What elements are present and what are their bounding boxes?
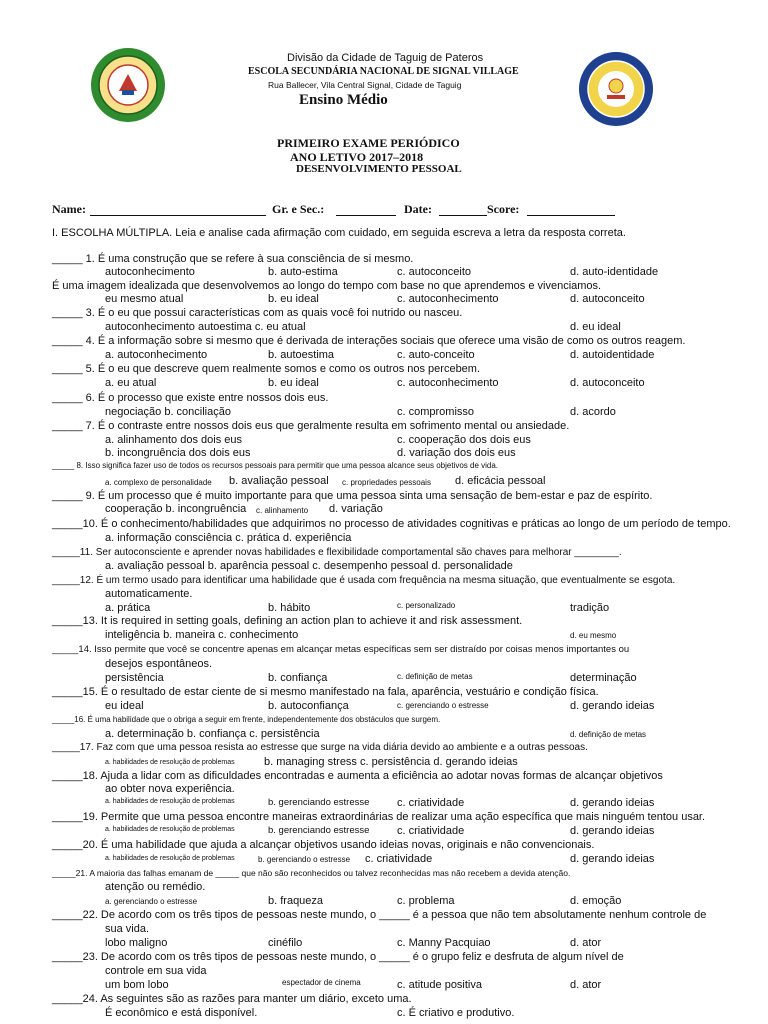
option: d. gerando ideias (570, 853, 655, 865)
option: a. determinação b. confiança c. persistência (105, 728, 320, 740)
option: b. eu ideal (268, 293, 319, 305)
grade-label: Gr. e Sec.: (272, 202, 325, 216)
option: d. variação (329, 503, 383, 515)
question-line: _____ 3. É o eu que possui características com as quais você foi nutrido ou nasceu. (52, 307, 463, 319)
option: c. definição de metas (397, 672, 473, 681)
option: c. compromisso (397, 406, 475, 418)
option: b. gerenciando estresse (268, 797, 370, 808)
question-line: _____22. De acordo com os três tipos de pessoas neste mundo, o _____ é a pessoa que não tem absolutamente nenhum controle de (52, 909, 707, 921)
question-line: automaticamente. (105, 588, 193, 600)
option: b. eu ideal (268, 377, 319, 389)
option: b. confiança (268, 672, 328, 684)
option: eu mesmo atual (105, 293, 184, 305)
option: b. gerenciando estresse (268, 825, 370, 836)
question-line: _____17. Faz com que uma pessoa resista ao estresse que surge na vida diária devido ao ambiente e a outras pessoas. (52, 742, 588, 753)
option: c. problema (397, 895, 455, 907)
option: d. eu ideal (570, 321, 621, 333)
option: b. fraqueza (268, 895, 324, 907)
option: a. alinhamento dos dois eus (105, 434, 242, 446)
option: a. eu atual (105, 377, 157, 389)
option: d. gerando ideias (570, 700, 655, 712)
question-line: ao obter nova experiência. (105, 783, 235, 795)
option: d. eu mesmo (570, 631, 617, 640)
question-line: É uma imagem idealizada que desenvolvemos ao longo do tempo com base no que aprendemos e vivenciamos. (52, 280, 602, 292)
option: a. complexo de personalidade (105, 478, 212, 487)
date-field[interactable] (439, 215, 487, 216)
question-line: _____12. É um termo usado para identificar uma habilidade que é usada com frequência na mesma situação, que eventualmente se esgota. (52, 575, 676, 586)
school-seal (89, 46, 167, 124)
option: d. definição de metas (570, 730, 647, 739)
option: d. emoção (570, 895, 622, 907)
option: um bom lobo (105, 979, 169, 991)
option: a. autoconhecimento (105, 349, 208, 361)
question-line: _____ 9. É um processo que é muito importante para que uma pessoa sinta uma sensação de bem-estar e paz de espírito. (52, 490, 653, 502)
option: b. managing stress c. persistência d. gerando ideias (264, 756, 518, 768)
option: c. autoconhecimento (397, 377, 499, 389)
option: c. personalizado (397, 601, 456, 610)
option: inteligência b. maneira c. conhecimento (105, 629, 299, 641)
option: b. auto-estima (268, 266, 338, 278)
question-line: _____15. É o resultado de estar ciente de si mesmo manifestado na fala, aparência, vestuário e condição física. (52, 686, 599, 698)
option: c. propriedades pessoais (342, 478, 431, 487)
option: espectador de cinema (282, 978, 361, 987)
option: c. atitude positiva (397, 979, 482, 991)
question-line: _____19. Permite que uma pessoa encontre maneiras extraordinárias de realizar uma ação específica que mais ninguém tentou usar. (52, 811, 706, 823)
question-line: _____ 8. Isso significa fazer uso de todos os recursos pessoais para permitir que uma pessoa alcance seus objetivos de vida. (52, 461, 499, 470)
option: autoconhecimento (105, 266, 195, 278)
option: lobo maligno (105, 937, 168, 949)
option: c. autoconhecimento (397, 293, 499, 305)
exam-title: PRIMEIRO EXAME PERIÓDICO (277, 136, 460, 150)
option: d. gerando ideias (570, 825, 655, 837)
option: d. eficácia pessoal (455, 475, 546, 487)
grade-field[interactable] (336, 215, 396, 216)
school-name: ESCOLA SECUNDÁRIA NACIONAL DE SIGNAL VILLAGE (248, 66, 519, 77)
option: d. autoconceito (570, 377, 645, 389)
option: eu ideal (105, 700, 144, 712)
question-line: desejos espontâneos. (105, 658, 213, 670)
option: tradição (570, 602, 610, 614)
option: d. auto-identidade (570, 266, 659, 278)
option: b. autoconfiança (268, 700, 349, 712)
option: a. habilidades de resolução de problemas (105, 855, 235, 862)
question-line: _____ 7. É o contraste entre nossos dois eus que geralmente resulta em sofrimento mental ou ansiedade. (52, 420, 570, 432)
question-line: _____16. É uma habilidade que o obriga a seguir em frente, independentemente dos obstáculos que surgem. (52, 715, 441, 724)
option: a. habilidades de resolução de problemas (105, 826, 235, 833)
question-line: _____ 4. É a informação sobre si mesmo que é derivada de interações sociais que oferece uma visão de como os outros reagem. (52, 335, 686, 347)
option: d. ator (570, 937, 602, 949)
option: d. ator (570, 979, 602, 991)
option: cinéfilo (268, 937, 303, 949)
option: determinação (570, 672, 637, 684)
question-line: controle em sua vida (105, 965, 207, 977)
option: cooperação b. incongruência (105, 503, 247, 515)
option: a. habilidades de resolução de problemas (105, 759, 235, 766)
instructions: I. ESCOLHA MÚLTIPLA. Leia e analise cada afirmação com cuidado, em seguida escreva a letra da resposta correta. (52, 227, 626, 239)
option: b. gerenciando o estresse (258, 855, 351, 864)
question-line: atenção ou remédio. (105, 881, 206, 893)
option: c. alinhamento (256, 506, 309, 515)
option: d. autoconceito (570, 293, 645, 305)
option: c. cooperação dos dois eus (397, 434, 531, 446)
question-line: sua vida. (105, 923, 150, 935)
school-address: Rua Ballecer, Vila Central Signal, Cidade de Taguig (268, 80, 462, 90)
question-line: _____18. Ajuda a lidar com as dificuldades encontradas e aumenta a eficiência ao adotar novas formas de alcançar objetivos (52, 770, 663, 782)
question-line: _____ 6. É o processo que existe entre nossos dois eus. (52, 392, 329, 404)
question-line: _____10. É o conhecimento/habilidades que adquirimos no processo de atividades cognitivas e práticas ao longo de um período de tempo. (52, 518, 731, 530)
score-field[interactable] (527, 215, 615, 216)
option: c. criatividade (397, 797, 465, 809)
deped-seal (577, 50, 655, 128)
option: d. autoidentidade (570, 349, 655, 361)
option: persistência (105, 672, 164, 684)
option: autoconhecimento autoestima c. eu atual (105, 321, 306, 333)
option: d. acordo (570, 406, 616, 418)
question-line: _____21. A maioria das falhas emanam de _____ que não são reconhecidos ou talvez reconhecidas mas não recebem a devida atenção. (52, 868, 571, 878)
option: b. autoestima (268, 349, 335, 361)
option: a. prática (105, 602, 151, 614)
option: negociação b. conciliação (105, 406, 231, 418)
option: É econômico e está disponível. (105, 1007, 258, 1019)
question-line: _____13. It is required in setting goals, defining an action plan to achieve it and risk assessment. (52, 615, 523, 627)
exam-year: ANO LETIVO 2017–2018 (290, 150, 424, 164)
date-label: Date: (404, 202, 432, 216)
score-label: Score: (487, 202, 520, 216)
option: a. habilidades de resolução de problemas (105, 798, 235, 805)
option: c. autoconceito (397, 266, 471, 278)
question-line: _____ 1. É uma construção que se refere à sua consciência de si mesmo. (52, 253, 414, 265)
option: d. variação dos dois eus (397, 447, 516, 459)
question-line: _____23. De acordo com os três tipos de pessoas neste mundo, o _____ é o grupo feliz e desfruta de algum nível de (52, 951, 624, 963)
question-line: _____24. As seguintes são as razões para manter um diário, exceto uma. (52, 993, 412, 1005)
exam-subject: DESENVOLVIMENTO PESSOAL (296, 163, 462, 175)
option: c. auto-conceito (397, 349, 475, 361)
option: d. gerando ideias (570, 797, 655, 809)
division-name: Divisão da Cidade de Taguig de Pateros (287, 52, 484, 64)
question-line: _____20. É uma habilidade que ajuda a alcançar objetivos usando ideias novas, originais e não convencionais. (52, 839, 595, 851)
question-line: _____14. Isso permite que você se concentre apenas em alcançar metas específicas sem ser distraído por coisas menos importantes ou (52, 644, 630, 655)
option: c. criatividade (397, 825, 465, 837)
name-field[interactable] (90, 215, 266, 216)
school-level: Ensino Médio (299, 92, 388, 108)
option: a. avaliação pessoal b. aparência pessoal c. desempenho pessoal d. personalidade (105, 560, 513, 572)
option: a. gerenciando o estresse (105, 897, 198, 906)
question-line: _____ 5. É o eu que descreve quem realmente somos e como os outros nos percebem. (52, 363, 481, 375)
question-line: _____11. Ser autoconsciente e aprender novas habilidades e flexibilidade comportamental são chaves para melhorar ________. (52, 547, 622, 558)
option: c. É criativo e produtivo. (397, 1007, 515, 1019)
option: b. hábito (268, 602, 311, 614)
option: b. avaliação pessoal (229, 475, 329, 487)
option: c. Manny Pacquiao (397, 937, 491, 949)
option: a. informação consciência c. prática d. experiência (105, 532, 352, 544)
option: c. gerenciando o estresse (397, 701, 489, 710)
option: b. incongruência dos dois eus (105, 447, 251, 459)
name-label: Name: (52, 202, 86, 216)
option: c. criatividade (365, 853, 433, 865)
